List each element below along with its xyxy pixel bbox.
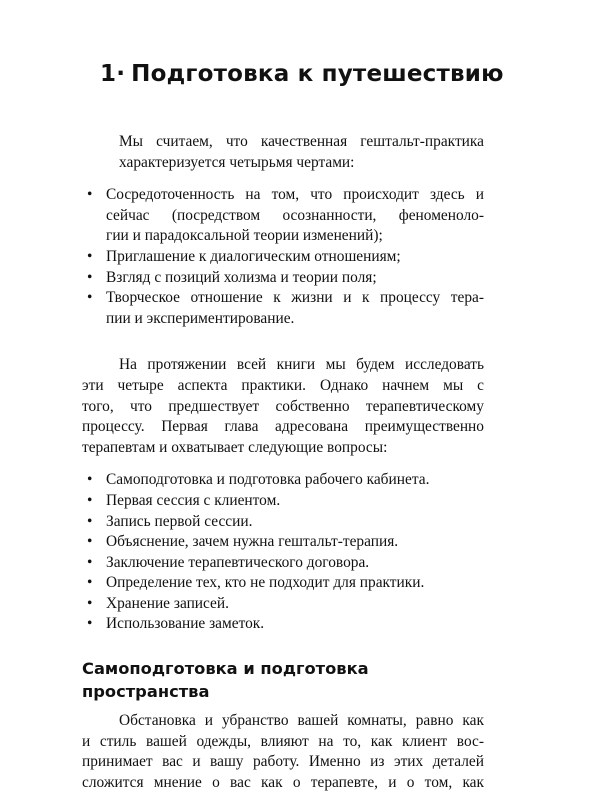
list-item-line: Творческое отношение к жизни и к процессу тера- (106, 289, 484, 307)
chapter-title-text: Подготовка к путешествию (131, 61, 504, 87)
list-item-text: Использование заметок. (106, 615, 265, 633)
list-item-text: Объяснение, зачем нужна гештальт-терапия. (106, 533, 399, 551)
bullet-icon: • (87, 289, 93, 307)
list-item (82, 288, 484, 329)
list-item-line: Сосредоточенность на том, что происходит здесь и (106, 186, 484, 204)
intro-line: характеризуется четырьмя чертами: (119, 153, 355, 171)
bullet-icon: • (87, 512, 93, 530)
intro-paragraph (82, 132, 484, 173)
bullet-icon: • (87, 268, 93, 286)
bullet-icon: • (87, 594, 93, 612)
intro-line: Мы считаем, что качественная гештальт-практика (119, 133, 484, 150)
paragraph-line: На протяжении всей книги мы будем исследовать (119, 356, 484, 374)
list-item (82, 491, 484, 512)
bullet-icon: • (87, 471, 93, 489)
paragraph-line: принимает вас и вашу работу. Именно из этих деталей (82, 753, 484, 771)
list-item (82, 185, 484, 247)
list-item (82, 512, 484, 533)
page (82, 58, 504, 793)
list-item-line: гии и парадоксальной теории изменений); (106, 227, 383, 245)
bullet-icon: • (87, 615, 93, 633)
list-item (82, 573, 484, 594)
chapter-number: 1· (100, 61, 126, 87)
list-item-text: Заключение терапевтического договора. (106, 553, 370, 571)
section-paragraph (82, 711, 484, 793)
paragraph-line: процессу. Первая глава адресована преимущественно (82, 418, 484, 436)
bullet-icon: • (87, 491, 93, 509)
list-item-line: Приглашение к диалогическим отношениям; (106, 247, 401, 265)
list-item-text: Первая сессия с клиентом. (106, 491, 281, 509)
features-list (82, 185, 484, 329)
list-item (82, 614, 484, 635)
list-item-text: Определение тех, кто не подходит для практики. (106, 574, 425, 592)
bullet-icon: • (87, 533, 93, 551)
list-item-line: Взгляд с позиций холизма и теории поля; (106, 268, 377, 286)
section-heading-line: пространства (82, 682, 210, 702)
bullet-icon: • (87, 574, 93, 592)
paragraph-line: и стиль вашей одежды, влияют на то, как клиент вос- (82, 732, 484, 750)
list-item-text: Самоподготовка и подготовка рабочего кабинета. (106, 471, 430, 489)
list-item (82, 594, 484, 615)
section-heading-line: Самоподготовка и подготовка (82, 659, 369, 679)
topics-list (82, 470, 484, 635)
paragraph-line: сложится мнение о вас как о терапевте, и о том, как (82, 773, 484, 791)
bullet-icon: • (87, 553, 93, 571)
paragraph-line: Обстановка и убранство вашей комнаты, равно как (119, 712, 484, 730)
list-item-line: пии и экспериментирование. (106, 309, 295, 327)
bullet-icon: • (87, 247, 93, 265)
chapter-title (100, 58, 504, 90)
bullet-icon: • (87, 186, 93, 204)
paragraph-2 (82, 355, 484, 458)
list-item-text: Хранение записей. (106, 594, 229, 612)
paragraph-line: того, что предшествует собственно терапевтическому (82, 397, 484, 415)
list-item (82, 553, 484, 574)
list-item (82, 470, 484, 491)
list-item (82, 532, 484, 553)
section-heading (82, 657, 484, 703)
list-item (82, 247, 484, 268)
list-item-text: Запись первой сессии. (106, 512, 253, 530)
paragraph-line: эти четыре аспекта практики. Однако начнем мы с (82, 376, 484, 394)
list-item (82, 268, 484, 289)
list-item-line: сейчас (посредством осознанности, феноменоло- (106, 206, 484, 224)
paragraph-line: терапевтам и охватывает следующие вопросы: (82, 438, 388, 456)
